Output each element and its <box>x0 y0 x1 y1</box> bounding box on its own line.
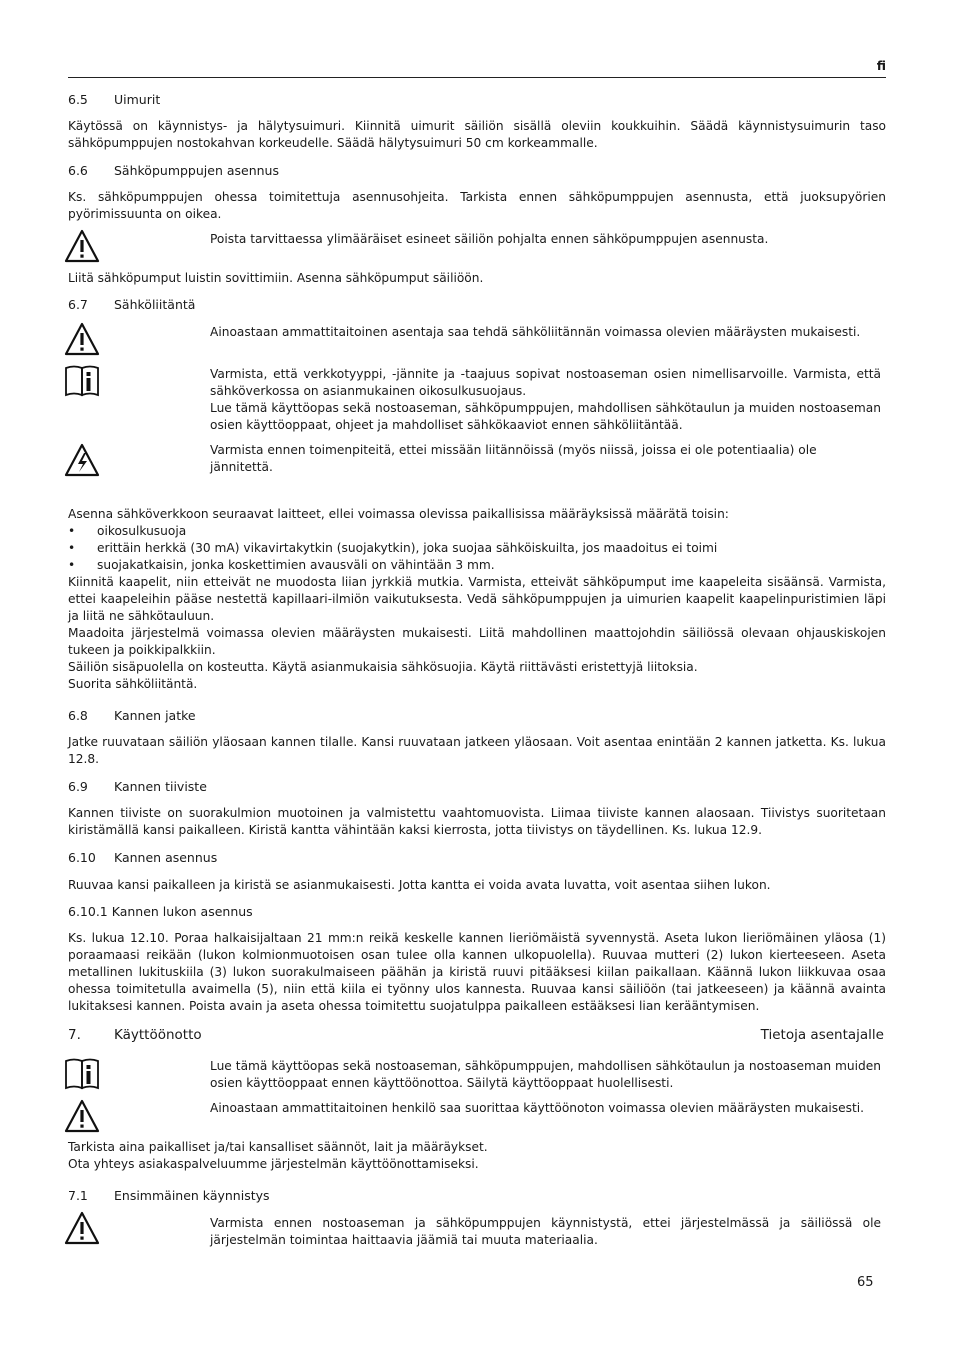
chapter-heading-7 <box>68 1027 886 1043</box>
info-book-icon <box>64 364 100 398</box>
paragraph: Käytössä on käynnistys- ja hälytysuimuri. Kiinnitä uimurit säiliön sisällä oleviin koukkuihin. Säädä käynnistysuimurin taso sähköpumppujen nostokahvan korkeudelle. Säädä hälytysuimuri 50 cm korkeammalle. <box>68 119 886 150</box>
heading-6-10 <box>68 850 217 865</box>
info-note: Lue tämä käyttöopas sekä nostoaseman, sähköpumppujen, mahdollisen sähkötaulun ja nostoaseman muiden osien käyttöoppaat ennen käyttöönottoa. Säilytä käyttöoppaat huolellisesti. <box>210 1059 881 1090</box>
heading-6-10-1: 6.10.1 Kannen lukon asennus <box>68 904 253 919</box>
warning-note: Poista tarvittaessa ylimääräiset esineet säiliön pohjalta ennen sähköpumppujen asennusta. <box>210 232 769 246</box>
electric-hazard-icon <box>64 443 100 477</box>
warning-note: Ainoastaan ammattitaitoinen henkilö saa suorittaa käyttöönoton voimassa olevien määräysten mukaisesti. <box>210 1101 865 1115</box>
heading-6-5 <box>68 92 160 107</box>
warning-icon <box>64 1099 100 1133</box>
paragraph: Kannen tiiviste on suorakulmion muotoinen ja valmistettu vaahtomuovista. Liimaa tiiviste kannen alaosaan. Tiivistys suoritetaan kiristämällä kansi paikalleen. Kiristä kantta vähintään kaksi kierrosta, jotta tiivistys on täydellinen. Ks. lukua 12.9. <box>68 806 886 837</box>
intro-text: Asenna sähköverkkoon seuraavat laitteet, ellei voimassa olevissa paikallisissa määräyksissä määrätä toisin: <box>68 507 729 521</box>
section-title: Kannen tiiviste <box>114 779 207 794</box>
paragraph-line: Ota yhteys asiakaspalveluumme järjestelmän käyttöönottamiseksi. <box>68 1157 479 1171</box>
info-note: Varmista, että verkkotyyppi, -jännite ja -taajuus sopivat nostoaseman osien nimellisarvoille. Varmista, että sähköverkossa on asianmukainen oikosulkusuojaus. <box>210 367 881 398</box>
warning-note: Ainoastaan ammattitaitoinen asentaja saa tehdä sähköliitännän voimassa olevien määräysten mukaisesti. <box>210 325 861 339</box>
list-item-text: oikosulkusuoja <box>97 524 187 538</box>
paragraph-line: Tarkista aina paikalliset ja/tai kansalliset säännöt, lait ja määräykset. <box>68 1140 488 1154</box>
paragraph: Ks. sähköpumppujen ohessa toimitettuja asennusohjeita. Tarkista ennen sähköpumppujen asennusta, että juoksupyörien pyörimissuunta on oikea. <box>68 190 886 221</box>
list-item: • oikosulkusuoja <box>68 524 187 538</box>
language-code: fi <box>876 58 886 73</box>
list-item: • erittäin herkkä (30 mA) vikavirtakytkin (suojakytkin), joka suojaa sähköiskuilta, jos maadoitus ei toimi <box>68 541 718 555</box>
info-book-icon <box>64 1057 100 1091</box>
section-number: 6.7 <box>68 297 88 312</box>
section-title: Ensimmäinen käynnistys <box>114 1188 270 1203</box>
paragraph: Ruuvaa kansi paikalleen ja kiristä se asianmukaisesti. Jotta kantta ei voida avata luvatta, voit asentaa siihen lukon. <box>68 878 771 892</box>
warning-icon <box>64 229 100 263</box>
section-title: Uimurit <box>114 92 161 107</box>
warning-icon <box>64 322 100 356</box>
section-title: Sähköliitäntä <box>114 297 196 312</box>
electric-warning-note: Varmista ennen toimenpiteitä, ettei missään liitännöissä (myös niissä, joissa ei ole potentiaalia) ole jännitettä. <box>210 443 817 474</box>
section-title: Kannen jatke <box>114 708 196 723</box>
paragraph: Ks. lukua 12.10. Poraa halkaisijaltaan 21 mm:n reikä keskelle kannen lieriömäistä syvennystä. Aseta lukon lieriömäinen yläosa (1) poraamaasi reikään (lukon kolmionmuotoisen osan tulee olla kannen ulkopuolella). Ruuvaa mutteri (2) lukon kierteeseen. Aseta metallinen lukituskiila (3) lukon suorakulmaiseen päähän ja kiristä ruuvi pitääksesi kiilan paikallaan. Käännä lukon liikkuvaa osaa ohessa toimitetulla avaimella (5), niin että kiila ei työnny ulos kannesta. Ruuvaa kansi säiliöön (tai jatkeeseen) ja käännä avainta lukitaksesi kannen. Poista avain ja aseta ohessa toimitettu suojatulppa paikalleen estääksesi lian kerääntymisen. <box>68 931 886 1013</box>
heading-6-7 <box>68 297 195 312</box>
list-item-text: suojakatkaisin, jonka koskettimien avausväli on vähintään 3 mm. <box>97 558 495 572</box>
section-number: 6.9 <box>68 779 88 794</box>
heading-6-9 <box>68 779 207 794</box>
section-number: 6.5 <box>68 92 88 107</box>
paragraph: Liitä sähköpumput luistin sovittimiin. Asenna sähköpumput säiliöön. <box>68 271 484 285</box>
heading-6-6 <box>68 163 279 178</box>
paragraph: Jatke ruuvataan säiliön yläosaan kannen tilalle. Kansi ruuvataan jatkeen yläosaan. Voit asentaa enintään 2 kannen jatketta. Ks. lukua 12.8. <box>68 735 886 766</box>
section-number: 6.10 <box>68 850 96 865</box>
paragraph: Säiliön sisäpuolella on kosteutta. Käytä asianmukaisia sähkösuojia. Käytä riittävästi eristettyjä liitoksia. <box>68 660 698 674</box>
list-item: • suojakatkaisin, jonka koskettimien avausväli on vähintään 3 mm. <box>68 558 495 572</box>
paragraph: Suorita sähköliitäntä. <box>68 677 198 691</box>
section-number: 6.8 <box>68 708 88 723</box>
chapter-number: 7. <box>68 1027 81 1043</box>
list-item-text: erittäin herkkä (30 mA) vikavirtakytkin (suojakytkin), joka suojaa sähköiskuilta, jos maadoitus ei toimi <box>97 541 718 555</box>
electrical-instructions <box>68 506 886 693</box>
heading-7-1 <box>68 1188 270 1203</box>
heading-6-8 <box>68 708 196 723</box>
info-note: Lue tämä käyttöopas sekä nostoaseman, sähköpumppujen, mahdollisen sähkötaulun ja muiden nostoaseman osien käyttöoppaat, ohjeet ja mahdolliset sähkökaaviot ennen sähköliitäntää. <box>210 401 881 432</box>
section-number: 6.6 <box>68 163 88 178</box>
warning-icon <box>64 1211 100 1245</box>
paragraph: Kiinnitä kaapelit, niin etteivät ne muodosta liian jyrkkiä mutkia. Varmista, etteivät sähköpumput ime kaapeleita sisäänsä. Varmista, ettei kaapeleihin pääse nestettä kapillaari-ilmiön vaikutuksesta. Vedä sähköpumppujen ja uimurien kaapelit kaapelinpuristimien läpi ja liitä ne sähkötauluun. <box>68 575 886 623</box>
section-number: 7.1 <box>68 1188 88 1203</box>
page-number: 65 <box>857 1275 874 1290</box>
header-rule <box>68 77 886 78</box>
section-title: Kannen asennus <box>114 850 218 865</box>
paragraph <box>68 1139 886 1173</box>
warning-note: Varmista ennen nostoaseman ja sähköpumppujen käynnistystä, ettei järjestelmässä ja säiliössä ole järjestelmän toimintaa haittaavia jäämiä tai muuta materiaalia. <box>210 1216 881 1247</box>
paragraph: Maadoita järjestelmä voimassa olevien määräysten mukaisesti. Liitä mahdollinen maattojohdin säiliössä olevaan ohjauskiskojen tukeen ja poikkipalkkiin. <box>68 626 886 657</box>
chapter-title: Käyttöönotto <box>114 1027 202 1043</box>
section-title: Sähköpumppujen asennus <box>114 163 279 178</box>
audience-label: Tietoja asentajalle <box>760 1027 884 1043</box>
